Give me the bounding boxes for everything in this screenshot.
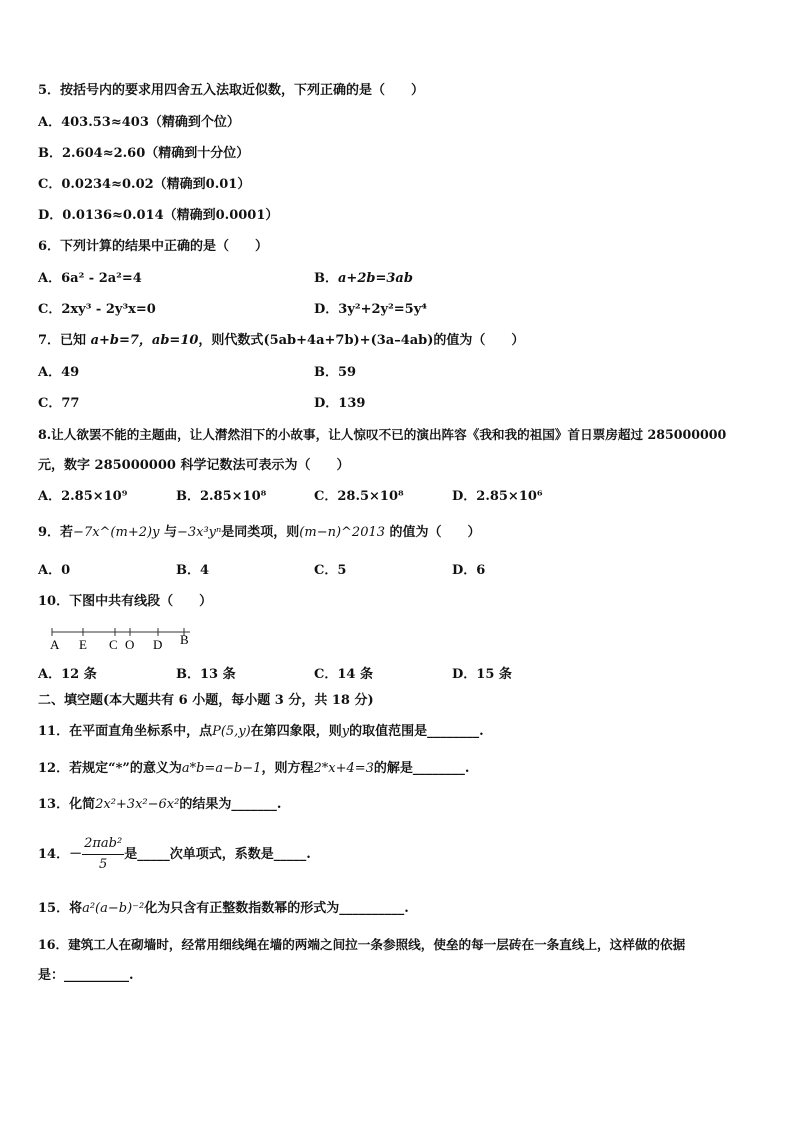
segment-figure (46, 624, 206, 652)
q6-option-c: C．2xy³ - 2y³x=0 (38, 302, 156, 317)
section-heading-fill-in: 二、填空题(本大题共有 6 小题，每小题 3 分，共 18 分) (38, 693, 374, 708)
q6-option-b: B．a+2b=3ab (314, 271, 413, 286)
q9-term1: −7x^(m+2)y (73, 525, 160, 540)
point-label-e: E (79, 637, 87, 652)
q9-option-c: C．5 (314, 563, 347, 578)
q16-line1: 16．建筑工人在砌墙时，经常用细线绳在墙的两端之间拉一条参照线，使垒的每一层砖在一条直线上，这样做的依据 (38, 937, 686, 952)
q8-line2: 元，数字 285000000 科学记数法可表示为（ ） (38, 458, 350, 473)
q10-option-d: D．15 条 (452, 667, 512, 682)
q8-option-b: B．2.85×10⁸ (176, 489, 267, 504)
q5-option-c: C．0.0234≈0.02（精确到0.01） (38, 177, 251, 192)
q5-option-a: A．403.53≈403（精确到个位） (38, 115, 240, 130)
q8-option-d: D．2.85×10⁶ (452, 489, 543, 504)
q5-stem: 5．按括号内的要求用四舍五入法取近似数，下列正确的是（ ） (38, 83, 425, 98)
point-label-o: O (125, 637, 135, 652)
q9-option-b: B．4 (176, 563, 210, 578)
q8-option-c: C．28.5×10⁸ (314, 489, 404, 504)
question-14: 14．－ $\frac{\text{2πab²}}{5}$ 是_____次单项式，系数是_____. (38, 834, 311, 875)
q10-option-c: C．14 条 (314, 667, 373, 682)
question-15: 15．将a²(a−b)⁻²化为只含有正整数指数幂的形式为__________. (38, 901, 409, 916)
q10-option-b: B．13 条 (176, 667, 236, 682)
question-11: 11．在平面直角坐标系中，点P(5,y)在第四象限，则y的取值范围是________. (38, 724, 484, 739)
q6-option-b-math: a+2b=3ab (338, 271, 413, 286)
q6-option-a: A．6a² - 2a²=4 (38, 271, 142, 286)
q6-option-d: D．3y²+2y²=5y⁴ (314, 302, 427, 317)
q7-option-c: C．77 (38, 396, 80, 411)
q5-option-b: B．2.604≈2.60（精确到十分位） (38, 146, 250, 161)
q14-fraction: $\frac{\text{2πab²}}{5}$ (84, 836, 123, 872)
point-label-c: C (109, 637, 118, 652)
q16-line2: 是：__________. (38, 968, 134, 983)
point-label-b: B (180, 632, 189, 647)
point-label-a: A (50, 637, 60, 652)
q7-option-d: D．139 (314, 396, 366, 411)
q7-option-a: A．49 (38, 365, 80, 380)
q10-option-a: A．12 条 (38, 667, 97, 682)
q9-term2: −3x³yⁿ (176, 525, 222, 540)
q7-option-b: B．59 (314, 365, 357, 380)
q7-stem: 7．已知 a+b=7，ab=10，则代数式(5ab+4a+7b)+(3a–4ab)的值为（ ） (38, 333, 525, 348)
point-label-d: D (153, 637, 163, 652)
q9-option-d: D．6 (452, 563, 486, 578)
q6-stem: 6．下列计算的结果中正确的是（ ） (38, 239, 269, 254)
q6-option-a-math: 6a² - 2a²=4 (61, 271, 142, 286)
q6-option-c-math: 2xy³ - 2y³x=0 (61, 302, 156, 317)
q9-stem: 9．若−7x^(m+2)y 与−3x³yⁿ是同类项，则(m−n)^2013 的值为（ ） (38, 525, 481, 540)
q9-option-a: A．0 (38, 563, 71, 578)
q8-option-a: A．2.85×10⁹ (38, 489, 128, 504)
q5-option-d: D．0.0136≈0.014（精确到0.0001） (38, 208, 279, 223)
q6-option-d-math: 3y²+2y²=5y⁴ (338, 302, 427, 317)
q10-stem: 10．下图中共有线段（ ） (38, 594, 213, 609)
q8-line1: 8.让人欲罢不能的主题曲，让人潸然泪下的小故事，让人惊叹不已的演出阵容《我和我的祖国》首日票房超过 285000000 (38, 427, 727, 442)
question-12: 12．若规定“*”的意义为a*b=a−b−1，则方程2*x+4=3的解是________. (38, 761, 470, 776)
q9-expr: (m−n)^2013 (299, 525, 386, 540)
question-13: 13．化简2x²+3x²−6x²的结果为_______. (38, 797, 282, 812)
